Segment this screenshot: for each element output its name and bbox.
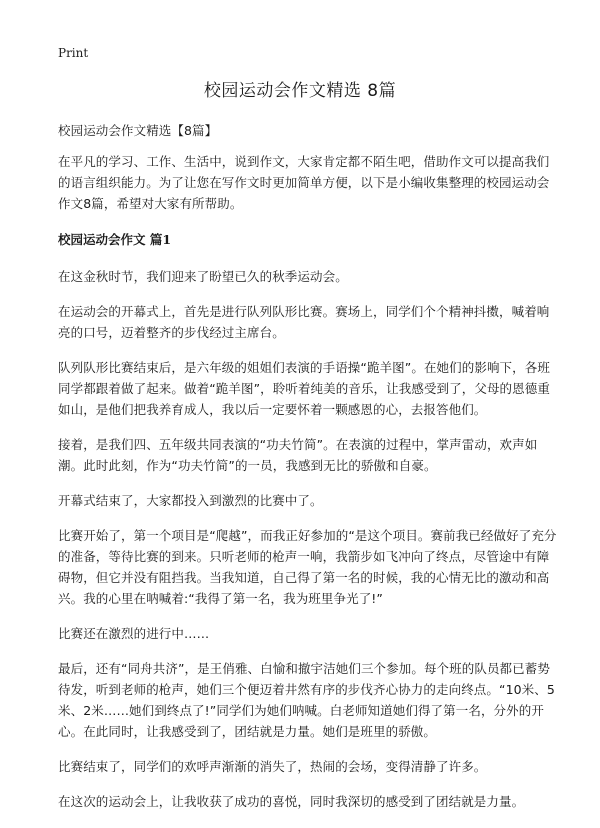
body-paragraph-2: 在运动会的开幕式上，首先是进行队列队形比赛。赛场上，同学们个个精神抖擞，喊着响亮的口号，迈着整齐的步伐经过主席台。 — [58, 304, 550, 340]
document-subtitle: 校园运动会作文精选【8篇】 — [58, 123, 218, 138]
print-label: Print — [58, 46, 89, 60]
body-paragraph-8: 最后，还有“同舟共济”，是王俏雅、白愉和撤宇洁她们三个参加。每个班的队员都已蓄势待发，听到老师的枪声，她们三个便迈着井然有序的步伐齐心协力的走向终点。“10米、5米、2米……她们到终点了!”同学们为她们呐喊。白老师知道她们得了第一名，分外的开心。在此同时，让我感受到了，团结就是力量。她们是班里的骄傲。 — [58, 661, 555, 739]
body-paragraph-4: 接着，是我们四、五年级共同表演的“功夫竹简”。在表演的过程中，掌声雷动，欢声如潮。此时此刻，作为“功夫竹简”的一员，我感到无比的骄傲和自豪。 — [58, 437, 538, 473]
body-paragraph-9: 比赛结束了，同学们的欢呼声渐渐的消失了，热闹的会场，变得清静了许多。 — [58, 759, 487, 774]
body-paragraph-10: 在这次的运动会上，让我收获了成功的喜悦，同时我深切的感受到了团结就是力量。 — [58, 794, 525, 809]
body-paragraph-3: 队列队形比赛结束后，是六年级的姐姐们表演的手语操“跪羊图”。在她们的影响下，各班同学都跟着做了起来。做着“跪羊图”，聆听着纯美的音乐，让我感受到了，父母的恩德重如山，是他们把我养育成人，我以后一定要怀着一颗感恩的心，去报答他们。 — [58, 360, 550, 417]
intro-paragraph: 在平凡的学习、工作、生活中，说到作文，大家肯定都不陌生吧，借助作文可以提高我们的语言组织能力。为了让您在写作文时更加简单方便，以下是小编收集整理的校园运动会作文8篇，希望对大家有所帮助。 — [58, 154, 550, 211]
body-paragraph-5: 开幕式结束了，大家都投入到激烈的比赛中了。 — [58, 493, 323, 508]
section-heading: 校园运动会作文 篇1 — [58, 232, 172, 247]
document-title: 校园运动会作文精选 8篇 — [203, 81, 397, 101]
document-body — [58, 120, 558, 826]
body-paragraph-1: 在这金秋时节，我们迎来了盼望已久的秋季运动会。 — [58, 269, 348, 284]
body-paragraph-7: 比赛还在激烈的进行中…… — [58, 626, 210, 641]
body-paragraph-6: 比赛开始了，第一个项目是“爬越”，而我正好参加的“是这个项目。赛前我已经做好了充分的准备，等待比赛的到来。只听老师的枪声一响，我箭步如飞冲向了终点，尽管途中有障碍物，但它并没有阻挡我。当我知道，自己得了第一名的时候，我的心情无比的激动和高兴。我的心里在呐喊着:“我得了第一名，我为班里争光了!” — [58, 528, 557, 606]
